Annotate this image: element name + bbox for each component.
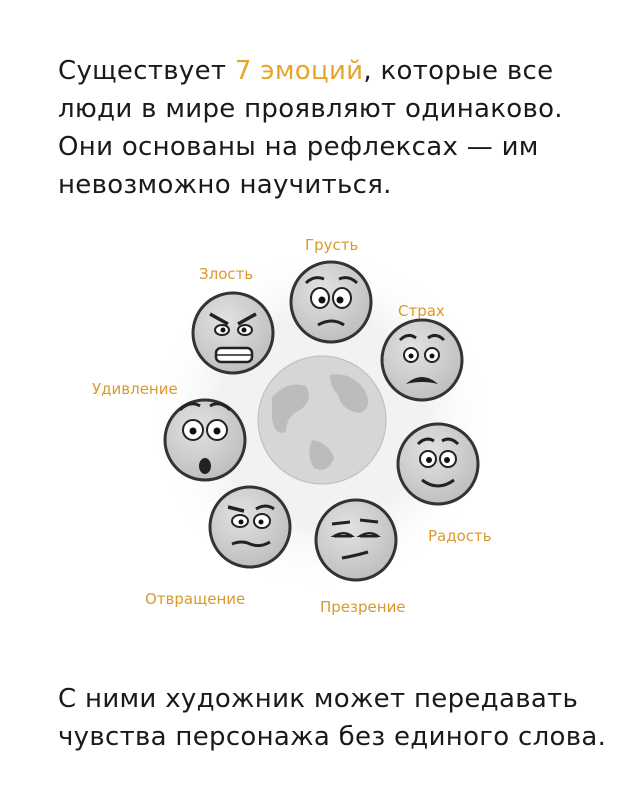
intro-part1: Существует xyxy=(58,56,235,86)
fear-face-icon xyxy=(382,320,462,400)
intro-accent: 7 эмоций xyxy=(234,56,364,86)
intro-part2: , которые все люди в мире проявляют одинаково. Они основаны на рефлексах — им невозможно научиться. xyxy=(58,56,563,200)
label-disgust: Отвращение xyxy=(145,590,246,608)
sadness-face-icon xyxy=(291,262,371,342)
label-anger: Злость xyxy=(199,265,254,283)
disgust-face-icon xyxy=(210,487,290,567)
label-contempt: Презрение xyxy=(320,598,406,616)
joy-face-icon xyxy=(398,424,478,504)
label-sadness: Грусть xyxy=(305,236,359,254)
globe-icon xyxy=(258,356,386,484)
anger-face-icon xyxy=(193,293,273,373)
label-joy: Радость xyxy=(428,527,492,545)
contempt-face-icon xyxy=(316,500,396,580)
surprise-face-icon xyxy=(165,400,245,480)
label-fear: Страх xyxy=(398,302,445,320)
outro-text: С ними художник может передавать чувства персонажа без единого слова. xyxy=(58,684,607,752)
label-surprise: Удивление xyxy=(92,380,178,398)
